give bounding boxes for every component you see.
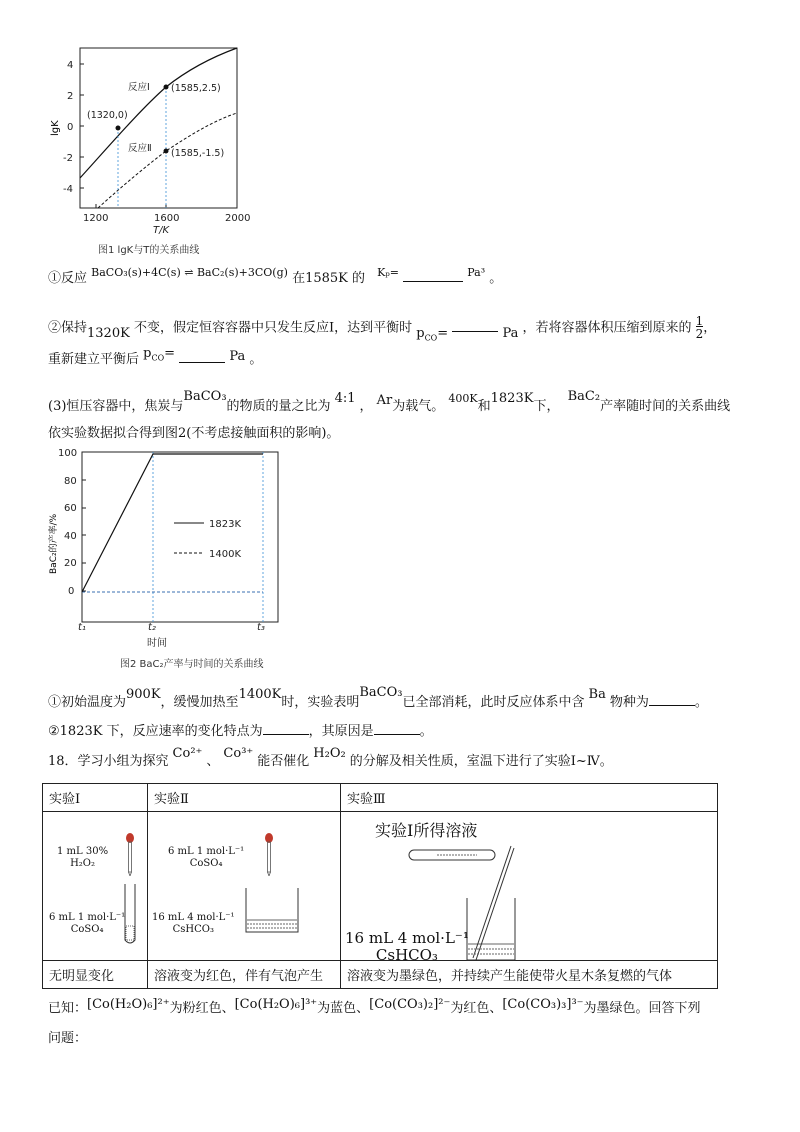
label-point-c: (1585,-1.5) (171, 148, 225, 159)
fig1-ylabel: lgK (50, 120, 61, 136)
result-exp1: 无明显变化 (43, 961, 148, 989)
q3-line-2: 依实验数据拟合得到图2(不考虑接触面积的影响)。 (48, 426, 340, 441)
fig1-ytick: -4 (63, 184, 73, 195)
answer-blank[interactable] (263, 722, 309, 735)
fig2-ylabel: BaC₂的产率/% (49, 513, 59, 574)
q5-line: ②1823K 下，反应速率的变化特点为 ，其原因是 。 (48, 724, 433, 739)
label-reaction-2: 反应Ⅱ (128, 143, 152, 154)
exp3-diagram: 实验Ⅰ所得溶液 16 mL 4 mol·L⁻¹ CsHCO₃ (341, 812, 718, 961)
fig2-xtick: t₃ (257, 622, 265, 633)
fig1-caption: 图1 lgK与T的关系曲线 (98, 245, 200, 256)
figure-2-bac2-yield (44, 446, 284, 652)
fig1-xlabel: T/K (153, 225, 170, 236)
fig2-ytick: 0 (68, 586, 75, 597)
answer-blank[interactable] (649, 693, 695, 706)
fig2-ytick: 100 (58, 448, 78, 459)
q2-line-1: ②保持1320K 不变，假定恒容容器中只发生反应Ⅰ，达到平衡时 $p_{CO}= Pa$ ，若将容器体积压缩到原来的 $\frac{1}{2}$， (48, 314, 717, 343)
known-line-2: 问题： (48, 1031, 88, 1046)
fig1-xtick: 1200 (83, 213, 109, 224)
experiment-table (42, 783, 718, 989)
figure-1-lgk-vs-t (40, 40, 260, 240)
q4-line: ①初始温度为900K，缓慢加热至1400K时，实验表明BaCO₃已全部消耗，此时反应体系中含Ba物种为 。 (48, 685, 708, 710)
label-reaction-1: 反应Ⅰ (128, 82, 150, 93)
answer-blank[interactable] (403, 269, 463, 282)
result-exp2: 溶液变为红色，伴有气泡产生 (148, 961, 341, 989)
beaker-icon (242, 886, 302, 936)
known-line: 已知：[Co(H₂O)₆]²⁺为粉红色、[Co(H₂O)₆]³⁺为蓝色、[Co(CO₃)₂]²⁻为红色、[Co(CO₃)₃]³⁻为墨绿色。回答下列 (48, 997, 701, 1016)
header-exp2: 实验Ⅱ (148, 784, 341, 812)
answer-blank[interactable] (374, 722, 420, 735)
fig2-ytick: 60 (64, 503, 77, 514)
fig2-xtick: t₁ (78, 622, 86, 633)
point-1320-0 (116, 126, 121, 131)
q18-line: 18．学习小组为探究Co²⁺、Co³⁺能否催化H₂O₂的分解及相关性质，室温下进行了实验Ⅰ~Ⅳ。 (48, 746, 613, 769)
fig1-ytick: 0 (67, 122, 74, 133)
point-1585-neg1.5 (164, 149, 169, 154)
fig1-ytick: -2 (63, 153, 73, 164)
point-1585-2.5 (164, 85, 169, 90)
exp1-diagram: 1 mL 30% H₂O₂ 6 mL 1 mol·L⁻¹ CoSO₄ (43, 812, 148, 961)
fig1-xtick: 2000 (225, 213, 251, 224)
exp2-diagram: 6 mL 1 mol·L⁻¹ CoSO₄ 16 mL 4 mol·L⁻¹ CsHCO₃ (148, 812, 341, 961)
dropper-icon (123, 832, 137, 876)
header-exp1: 实验Ⅰ (43, 784, 148, 812)
fig1-ytick: 4 (67, 60, 74, 71)
fig2-caption: 图2 BaC₂产率与时间的关系曲线 (120, 659, 264, 670)
answer-blank[interactable] (452, 319, 498, 332)
q2-line-2: 重新建立平衡后 $p_{CO}= Pa$ 。 (48, 346, 263, 367)
fig2-xlabel: 时间 (147, 638, 167, 649)
result-exp3: 溶液变为墨绿色，并持续产生能使带火星木条复燃的气体 (341, 961, 718, 989)
legend-1400k: 1400K (209, 549, 242, 560)
fig1-ytick: 2 (67, 91, 74, 102)
fig2-ytick: 40 (64, 531, 77, 542)
test-tube-icon (123, 884, 137, 946)
fig2-ytick: 20 (64, 558, 77, 569)
dropper-icon (262, 832, 276, 876)
q3-line-1: (3)恒压容器中，焦炭与BaCO₃的物质的量之比为4:1， Ar为载气。 $^{400K}$和1823K下， BaC₂产率随时间的关系曲线 (48, 389, 731, 414)
fig2-ytick: 80 (64, 476, 77, 487)
label-point-a: (1585,2.5) (171, 83, 221, 94)
fig2-xtick: t₂ (148, 622, 156, 633)
answer-blank[interactable] (179, 350, 225, 363)
header-exp3: 实验Ⅲ (341, 784, 718, 812)
fig1-xtick: 1600 (154, 213, 180, 224)
q1-line: ①反应 $^{BaCO_3(s)+4C(s) \rightleftharpoons BaC_2(s)+3CO(g)}$ 在1585K 的 $^{K_p=}$ $^{Pa^3}$ 。 (48, 266, 503, 286)
legend-1823k: 1823K (209, 519, 242, 530)
label-point-b: (1320,0) (87, 110, 128, 121)
